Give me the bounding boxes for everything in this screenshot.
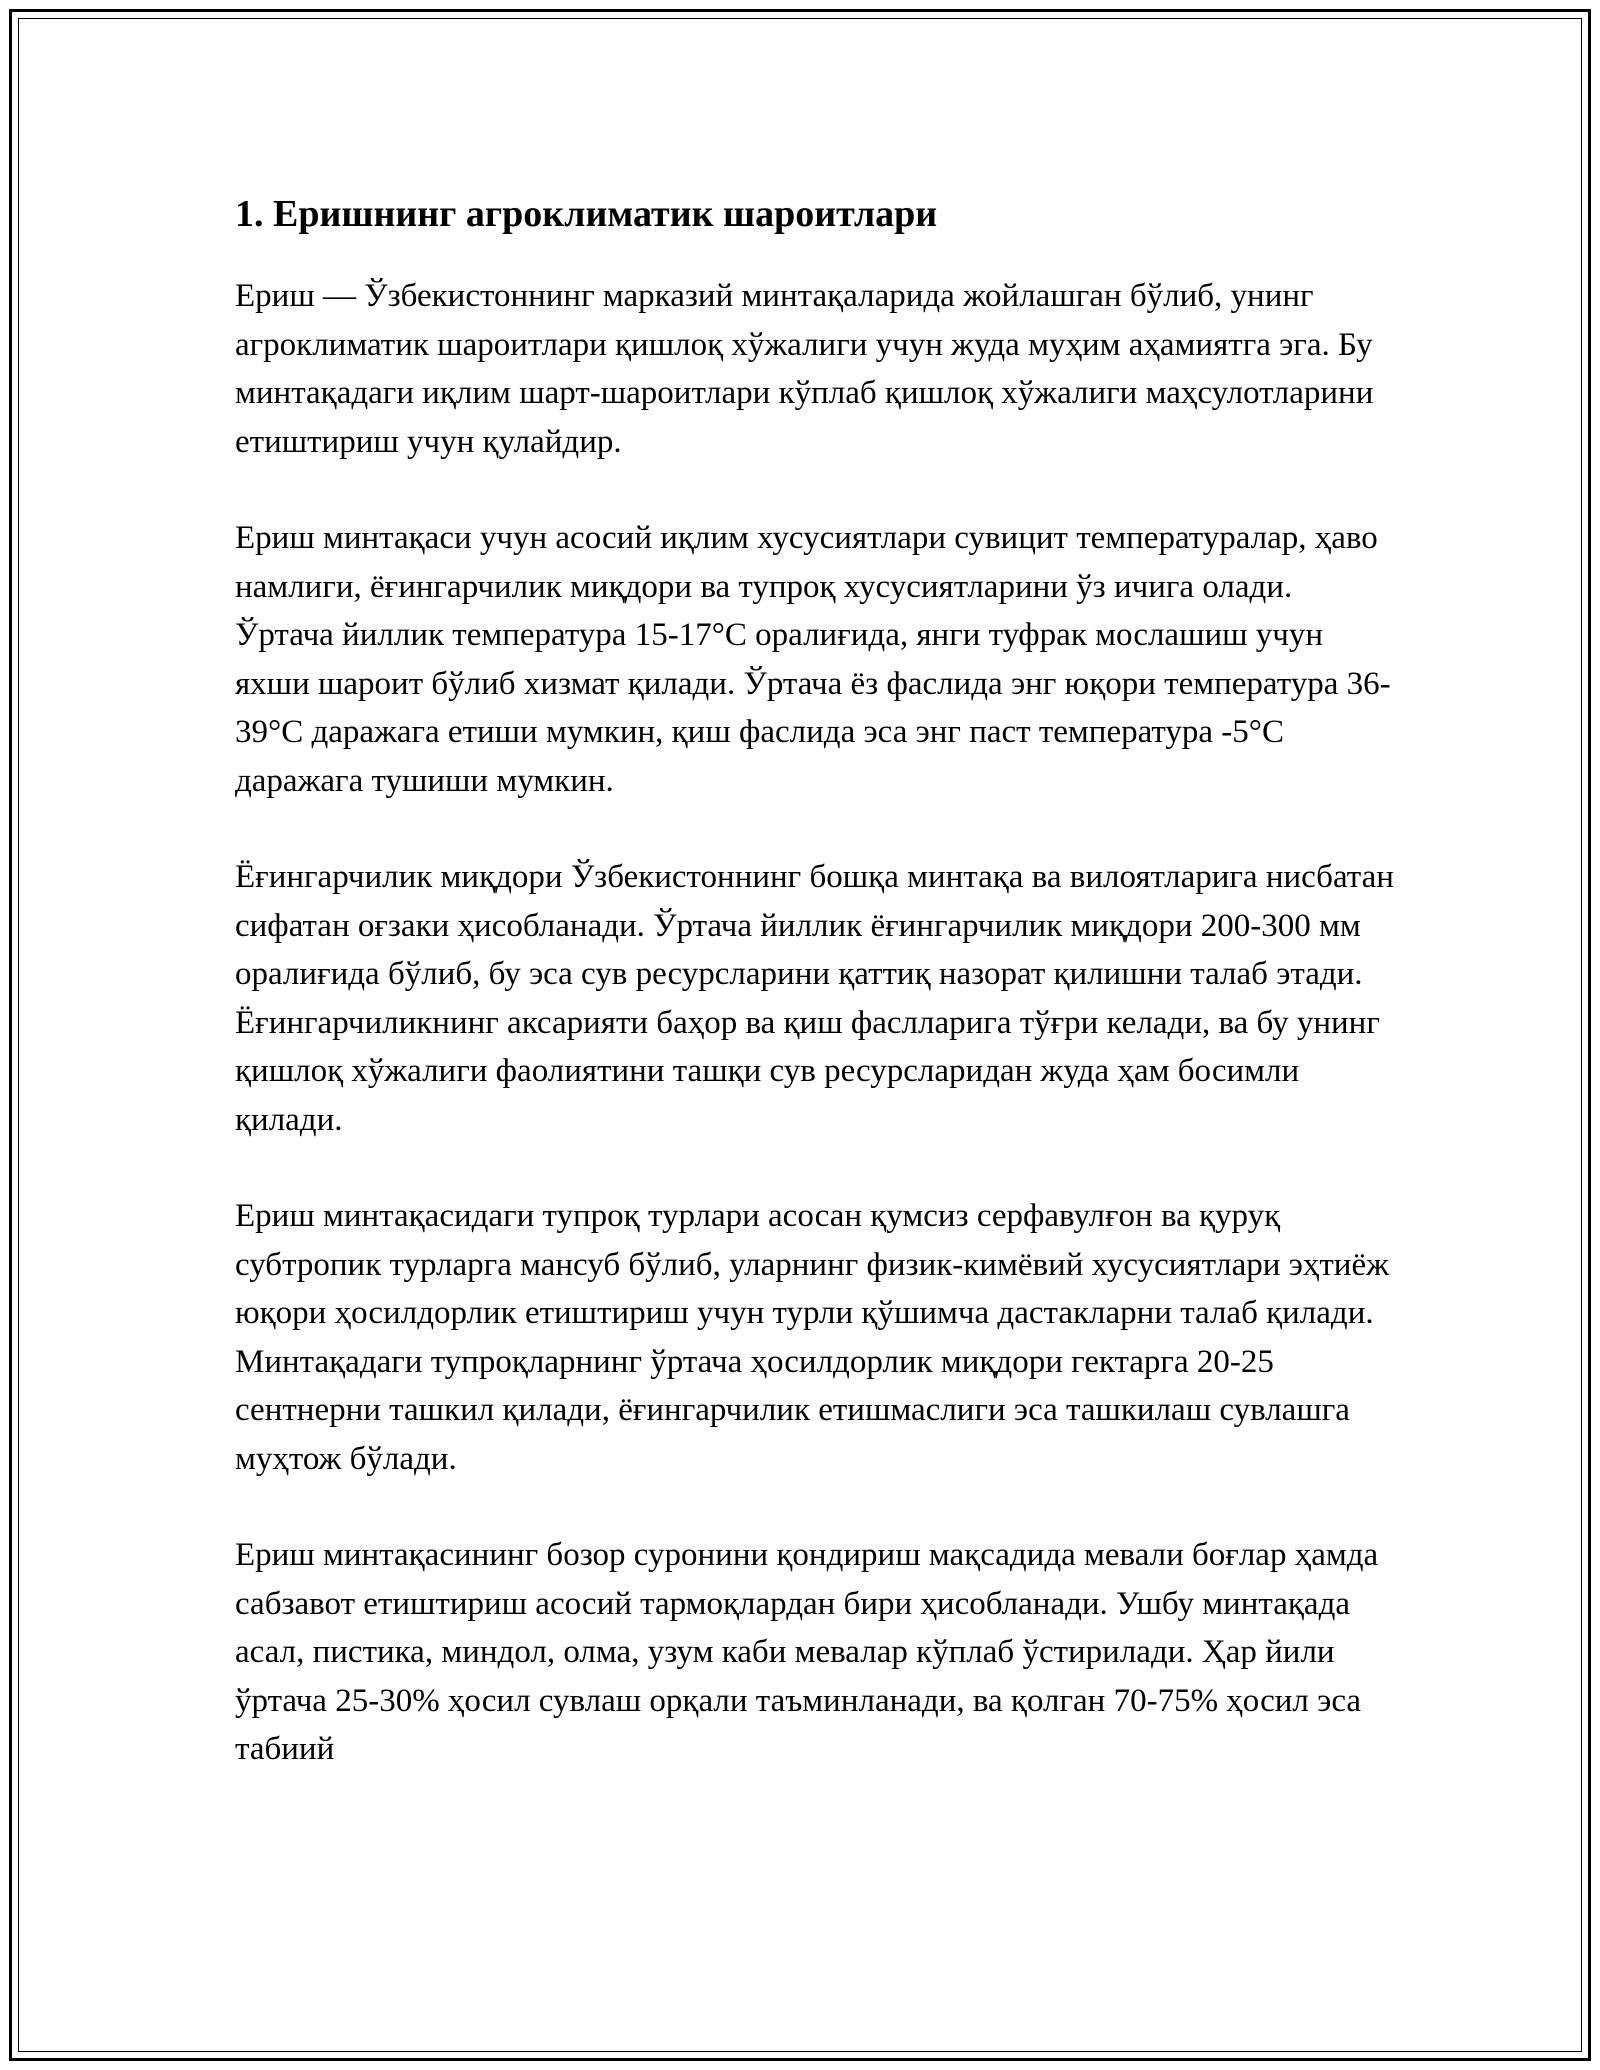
paragraph-soil: Ериш минтақасидаги тупроқ турлари асосан қумсиз серфавулғон ва қуруқ субтропик турларга мансуб бўлиб, уларнинг физик-кимёвий хусусиятлари эҳтиёж юқори ҳосилдорлик етиштириш учун турли қўшимча дастакларни талаб қилади. Минтақадаги тупроқларнинг ўртача ҳосилдорлик миқдори гектарга 20-25 сентнерни ташкил қилади, ёғингарчилик етишмаслиги эса ташкилаш сувлашга муҳтож бўлади. — [235, 1198, 1389, 1477]
paragraph-agriculture: Ериш минтақасининг бозор суронини қондириш мақсадида мевали боғлар ҳамда сабзавот етиштириш асосий тармоқлардан бири ҳисобланади. Ушбу минтақада асал, пистика, миндол, олма, узум каби мевалар кўплаб ўстирилади. Ҳар йили ўртача 25-30% ҳосил сувлаш орқали таъминланади, ва қолган 70-75% ҳосил эса табиий — [235, 1537, 1379, 1767]
section-heading: 1. Еришнинг агроклиматик шароитлари — [235, 193, 938, 235]
document-body — [235, 188, 1395, 1774]
paragraph-intro: Ериш — Ўзбекистоннинг марказий минтақаларида жойлашган бўлиб, унинг агроклиматик шароитлари қишлоқ хўжалиги учун жуда муҳим аҳамиятга эга. Бу минтақадаги иқлим шарт-шароитлари кўплаб қишлоқ хўжалиги маҳсулотларини етиштириш учун қулайдир. — [235, 278, 1374, 460]
paragraph-precipitation: Ёғингарчилик миқдори Ўзбекистоннинг бошқа минтақа ва вилоятларига нисбатан сифатан оғзаки ҳисобланади. Ўртача йиллик ёғингарчилик миқдори 200-300 мм оралиғида бўлиб, бу эса сув ресурсларини қаттиқ назорат қилишни талаб этади. Ёғингарчиликнинг аксарияти баҳор ва қиш фаслларига тўғри келади, ва бу унинг қишлоқ хўжалиги фаолиятини ташқи сув ресурсларидан жуда ҳам босимли қилади. — [235, 859, 1394, 1138]
paragraph-climate: Ериш минтақаси учун асосий иқлим хусусиятлари сувицит температуралар, ҳаво намлиги, ёғингарчилик миқдори ва тупроқ хусусиятларини ўз ичига олади. Ўртача йиллик температура 15-17°C оралиғида, янги туфрак мослашиш учун яхши шароит бўлиб хизмат қилади. Ўртача ёз фаслида энг юқори температура 36-39°C даражага етиши мумкин, қиш фаслида эса энг паст температура -5°C даражага тушиши мумкин. — [235, 520, 1391, 799]
